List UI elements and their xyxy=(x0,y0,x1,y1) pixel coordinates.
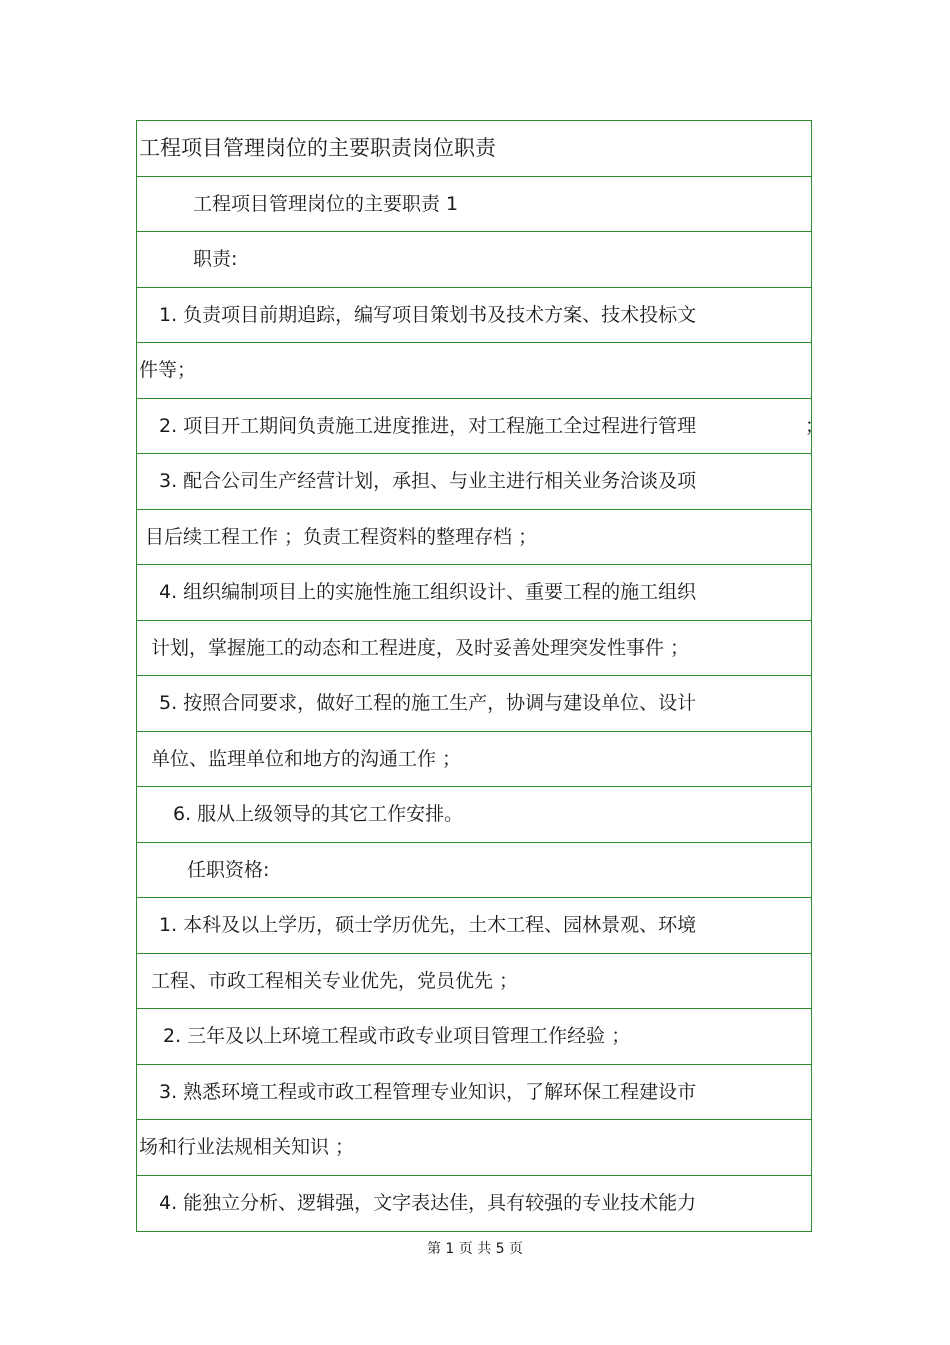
table-row xyxy=(137,177,811,233)
table-row xyxy=(137,121,811,177)
list-item-continuation: 单位、监理单位和地方的沟通工作 ； xyxy=(151,747,462,770)
list-item-continuation: 工程、市政工程相关专业优先，党员优先 ； xyxy=(151,969,519,992)
table-row xyxy=(137,954,811,1010)
table-row xyxy=(137,787,811,843)
table-row xyxy=(137,1120,811,1176)
table-row xyxy=(137,288,811,344)
document-table xyxy=(136,120,825,1232)
table-row xyxy=(137,621,811,677)
table-row xyxy=(137,676,811,732)
table-row xyxy=(137,343,811,399)
page-footer: 第 1 页 共 5 页 xyxy=(426,1241,524,1257)
list-item-continuation: 计划，掌握施工的动态和工程进度，及时妥善处理突发性事件 ； xyxy=(151,636,690,659)
section-heading-duties: 职责: xyxy=(193,248,238,270)
list-item: 2. 项目开工期间负责施工进度推进，对工程施工全过程进行管理 xyxy=(159,414,697,437)
table-row xyxy=(137,898,811,954)
table-row xyxy=(137,843,811,899)
list-item-continuation: 件等； xyxy=(139,359,197,381)
subtitle-text: 工程项目管理岗位的主要职责 1 xyxy=(193,192,459,215)
list-item: 4. 组织编制项目上的实施性施工组织设计、重要工程的施工组织 xyxy=(159,581,697,603)
list-item: 2. 三年及以上环境工程或市政专业项目管理工作经验 ； xyxy=(163,1025,631,1047)
table-row xyxy=(137,399,825,455)
list-item-continuation: 场和行业法规相关知识 ； xyxy=(139,1136,355,1158)
list-item: 5. 按照合同要求，做好工程的施工生产，协调与建设单位、设计 xyxy=(159,692,697,714)
table-row xyxy=(137,732,811,788)
list-item: 6. 服从上级领导的其它工作安排。 xyxy=(173,803,464,825)
table-row xyxy=(137,1065,811,1121)
document-title: 工程项目管理岗位的主要职责岗位职责 xyxy=(139,136,496,160)
table-row xyxy=(137,510,811,566)
list-item: 1. 本科及以上学历，硕士学历优先，土木工程、园林景观、环境 xyxy=(159,914,697,936)
list-item: 3. 熟悉环境工程或市政工程管理专业知识，了解环保工程建设市 xyxy=(159,1080,697,1103)
list-item: 3. 配合公司生产经营计划，承担、与业主进行相关业务洽谈及项 xyxy=(159,470,697,492)
list-item-trailing: ； xyxy=(805,414,825,437)
table-row xyxy=(137,232,811,288)
section-heading-qualifications: 任职资格: xyxy=(187,858,270,881)
list-item: 1. 负责项目前期追踪，编写项目策划书及技术方案、技术投标文 xyxy=(159,303,697,326)
list-item-continuation: 目后续工程工作 ；负责工程资料的整理存档 ； xyxy=(145,525,538,548)
table-row xyxy=(137,565,811,621)
table-row xyxy=(137,1176,811,1232)
table-row xyxy=(137,1009,811,1065)
table-row xyxy=(137,454,811,510)
list-item: 4. 能独立分析、逻辑强，文字表达佳，具有较强的专业技术能力 xyxy=(159,1191,697,1214)
